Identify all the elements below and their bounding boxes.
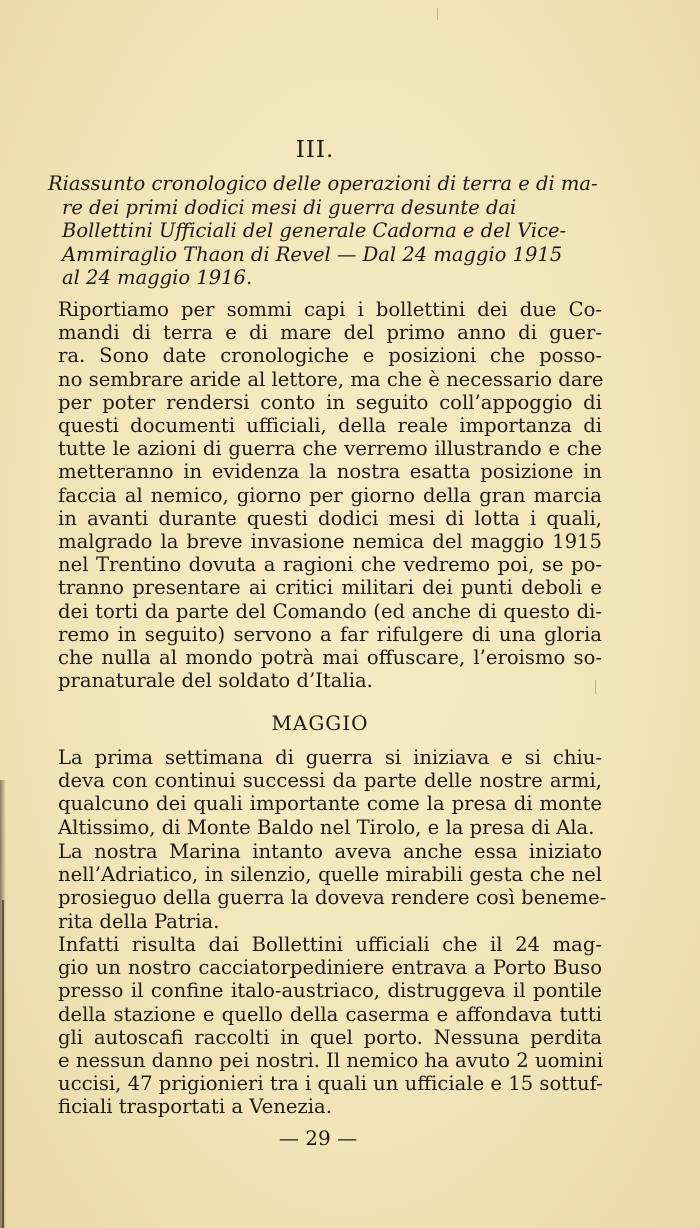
print-mark: [437, 8, 438, 20]
text-line: della stazione e quello della caserma e affondava tutti: [58, 1002, 602, 1026]
text-line: tutte le azioni di guerra che verremo illustrando e che: [58, 437, 602, 461]
text-line: per poter rendersi conto in seguito coll’appoggio di: [58, 390, 602, 414]
intro-paragraph: [58, 298, 602, 692]
summary-line: Bollettini Ufficiali del generale Cadorna e del Vice-: [62, 219, 567, 242]
summary-line: al 24 maggio 1916.: [62, 266, 253, 289]
text-line: dei torti da parte del Comando (ed anche di questo di-: [58, 599, 602, 623]
text-line: questi documenti ufficiali, della reale importanza di: [58, 414, 602, 438]
text-line: Infatti risulta dai Bollettini ufficiali che il 24 mag-: [58, 933, 602, 956]
text-line: Riportiamo per sommi capi i bollettini dei due Co-: [58, 298, 602, 321]
paragraph: [58, 840, 607, 933]
text-line: ficiali trasportati a Venezia.: [58, 1095, 332, 1119]
text-line: rita della Patria.: [58, 909, 220, 933]
chapter-number: III.: [295, 137, 335, 163]
text-line: prosieguo della guerra la doveva rendere così beneme-: [58, 886, 607, 910]
text-line: tranno presentare ai critici militari dei punti deboli e: [58, 576, 602, 600]
text-line: La prima settimana di guerra si iniziava e si chiu-: [58, 746, 602, 769]
paragraph: [58, 746, 602, 839]
section-heading: MAGGIO: [271, 711, 369, 735]
text-line: uccisi, 47 prigionieri tra i quali un ufficiale e 15 sottuf-: [58, 1072, 603, 1096]
text-line: no sembrare aride al lettore, ma che è necessario dare: [58, 367, 604, 391]
chapter-summary: [48, 172, 602, 290]
text-line: Altissimo, di Monte Baldo nel Tirolo, e la presa di Ala.: [58, 815, 595, 839]
binding-edge: [2, 900, 4, 1228]
text-line: ra. Sono date cronologiche e posizioni che posso-: [58, 344, 602, 368]
text-line: pranaturale del soldato d’Italia.: [58, 669, 373, 693]
text-line: in avanti durante questi dodici mesi di lotta i quali,: [58, 506, 602, 530]
summary-line: Ammiraglio Thaon di Revel — Dal 24 maggio 1915: [62, 242, 563, 266]
text-line: deva con continui successi da parte delle nostre armi,: [58, 769, 602, 793]
text-line: gio un nostro cacciatorpediniere entrava a Porto Buso: [58, 956, 602, 980]
text-line: che nulla al mondo potrà mai offuscare, l’eroismo so-: [58, 646, 602, 670]
summary-line: re dei primi dodici mesi di guerra desunte dai: [62, 195, 517, 219]
text-line: e nessun danno pei nostri. Il nemico ha avuto 2 uomini: [58, 1049, 604, 1073]
text-line: mandi di terra e di mare del primo anno di guer-: [58, 321, 602, 345]
text-line: nell’Adriatico, in silenzio, quelle mirabili gesta che nel: [58, 863, 602, 887]
paragraph: [58, 933, 602, 1119]
text-line: presso il confine italo-austriaco, distruggeva il pontile: [58, 979, 602, 1003]
text-line: gli autoscafi raccolti in quel porto. Nessuna perdita: [58, 1025, 602, 1049]
text-line: remo in seguito) servono a far rifulgere di una gloria: [58, 622, 602, 646]
summary-line: Riassunto cronologico delle operazioni di terra e di ma-: [48, 172, 598, 195]
text-line: metteranno in evidenza la nostra esatta posizione in: [58, 460, 602, 484]
text-line: qualcuno dei quali importante come la presa di monte: [58, 792, 602, 816]
text-line: malgrado la breve invasione nemica del maggio 1915: [58, 530, 602, 554]
text-line: faccia al nemico, giorno per giorno della gran marcia: [58, 483, 602, 507]
page-number: — 29 —: [278, 1126, 358, 1150]
text-line: La nostra Marina intanto aveva anche essa iniziato: [58, 840, 602, 863]
text-line: nel Trentino dovuta a ragioni che vedremo poi, se po-: [58, 553, 602, 577]
